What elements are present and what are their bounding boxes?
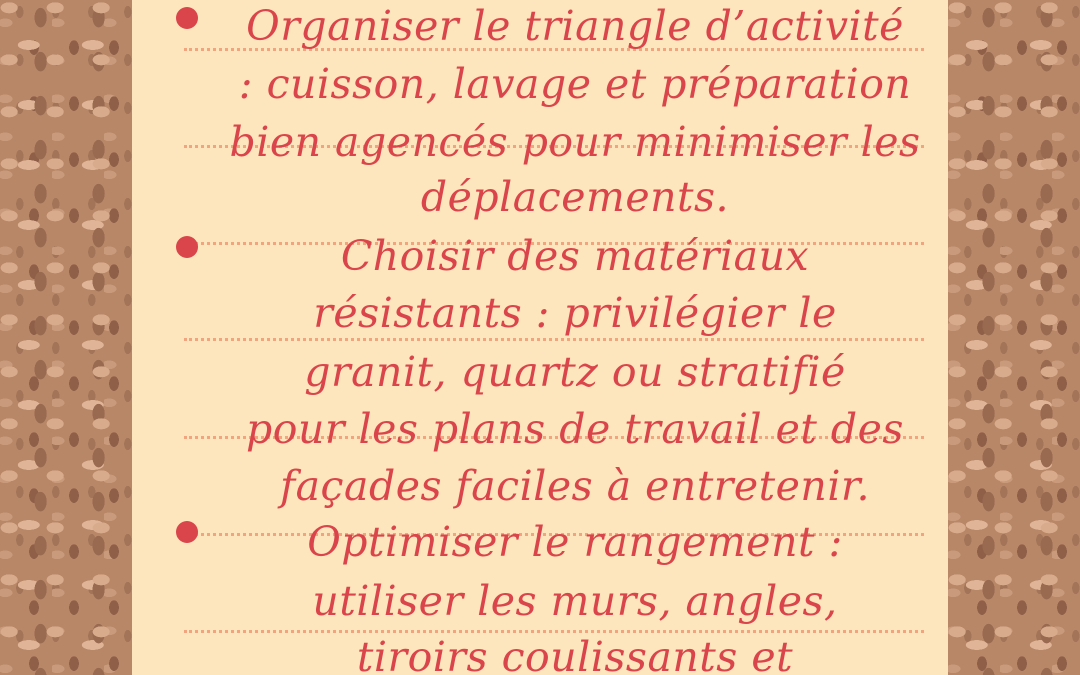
item-2-line-2: résistants : privilégier le	[313, 289, 837, 337]
item-2-line-1: Choisir des matériaux	[340, 232, 810, 280]
bullet-dot	[176, 7, 198, 29]
item-3-line-1: Optimiser le rangement :	[307, 518, 843, 566]
bullet-dot	[176, 236, 198, 258]
corkboard-right	[948, 0, 1080, 675]
note-paper	[132, 0, 948, 675]
item-3-line-3: tiroirs coulissants et	[356, 633, 794, 675]
item-1-line-4: déplacements.	[420, 173, 730, 221]
item-3-line-2: utiliser les murs, angles,	[312, 577, 838, 625]
item-1-line-3: bien agencés pour minimiser les	[229, 118, 921, 166]
item-1-line-1: Organiser le triangle d’activité	[246, 2, 904, 50]
item-2-line-5: façades faciles à entretenir.	[279, 462, 871, 510]
item-2-line-4: pour les plans de travail et des	[246, 405, 904, 453]
bullet-dot	[176, 521, 198, 543]
item-2-line-3: granit, quartz ou stratifié	[304, 348, 846, 396]
item-1-line-2: : cuisson, lavage et préparation	[238, 60, 912, 108]
corkboard-left	[0, 0, 132, 675]
